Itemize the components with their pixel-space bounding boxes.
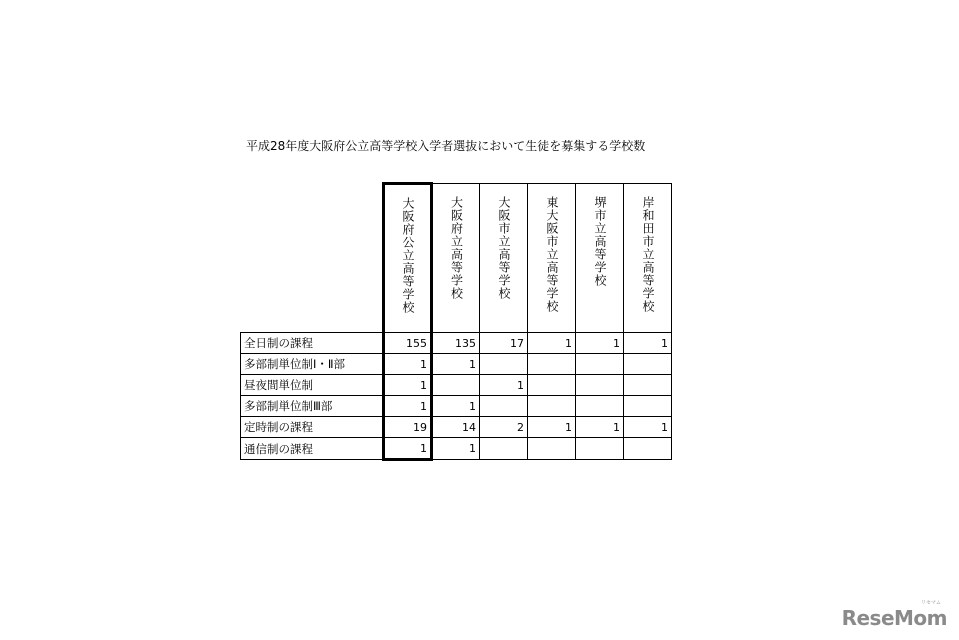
table-cell: 19 bbox=[384, 417, 432, 438]
table-cell: 1 bbox=[432, 396, 480, 417]
column-header-higashiosaka-city: 東大阪市立高等学校 bbox=[528, 184, 576, 333]
table-cell bbox=[624, 354, 672, 375]
table-title: 平成28年度大阪府公立高等学校入学者選抜において生徒を募集する学校数 bbox=[246, 139, 646, 153]
table-cell: 135 bbox=[432, 333, 480, 354]
table-cell bbox=[480, 354, 528, 375]
row-label: 全日制の課程 bbox=[241, 333, 384, 354]
school-count-table-container bbox=[240, 182, 672, 461]
table-cell: 1 bbox=[624, 417, 672, 438]
table-cell bbox=[528, 396, 576, 417]
table-cell bbox=[624, 438, 672, 460]
table-cell: 1 bbox=[384, 438, 432, 460]
table-row bbox=[241, 375, 672, 396]
table-row bbox=[241, 333, 672, 354]
column-header-kishiwada-city: 岸和田市立高等学校 bbox=[624, 184, 672, 333]
table-cell bbox=[576, 396, 624, 417]
header-row bbox=[241, 184, 672, 333]
table-cell bbox=[480, 396, 528, 417]
column-header-sakai-city: 堺市立高等学校 bbox=[576, 184, 624, 333]
corner-cell bbox=[241, 184, 384, 333]
table-cell: 1 bbox=[528, 333, 576, 354]
table-row bbox=[241, 438, 672, 460]
row-label: 昼夜間単位制 bbox=[241, 375, 384, 396]
table-cell: 1 bbox=[576, 333, 624, 354]
table-cell bbox=[624, 375, 672, 396]
row-label: 定時制の課程 bbox=[241, 417, 384, 438]
table-cell: 1 bbox=[384, 396, 432, 417]
table-cell: 155 bbox=[384, 333, 432, 354]
resemom-logo bbox=[841, 600, 947, 630]
table-cell: 1 bbox=[576, 417, 624, 438]
table-cell bbox=[576, 375, 624, 396]
logo-text: ReseMom bbox=[841, 606, 947, 630]
table-cell bbox=[576, 354, 624, 375]
row-label: 多部制単位制Ⅰ・Ⅱ部 bbox=[241, 354, 384, 375]
table-cell: 2 bbox=[480, 417, 528, 438]
table-row bbox=[241, 354, 672, 375]
table-cell: 1 bbox=[432, 438, 480, 460]
table-cell: 1 bbox=[624, 333, 672, 354]
row-label: 通信制の課程 bbox=[241, 438, 384, 460]
table-cell: 1 bbox=[384, 354, 432, 375]
table-row bbox=[241, 396, 672, 417]
table-cell: 1 bbox=[480, 375, 528, 396]
school-count-table bbox=[240, 182, 672, 461]
table-cell: 1 bbox=[384, 375, 432, 396]
table-row bbox=[241, 417, 672, 438]
table-cell: 17 bbox=[480, 333, 528, 354]
table-cell: 1 bbox=[432, 354, 480, 375]
column-header-osaka-city: 大阪市立高等学校 bbox=[480, 184, 528, 333]
logo-ruby: リセマム bbox=[921, 600, 941, 606]
table-cell: 14 bbox=[432, 417, 480, 438]
table-cell bbox=[432, 375, 480, 396]
table-cell bbox=[528, 354, 576, 375]
table-cell bbox=[576, 438, 624, 460]
row-label: 多部制単位制Ⅲ部 bbox=[241, 396, 384, 417]
table-cell bbox=[528, 375, 576, 396]
table-cell bbox=[480, 438, 528, 460]
column-header-osaka-prefectural: 大阪府立高等学校 bbox=[432, 184, 480, 333]
column-header-osaka-public: 大阪府公立高等学校 bbox=[384, 184, 432, 333]
table-cell bbox=[624, 396, 672, 417]
table-cell: 1 bbox=[528, 417, 576, 438]
table-cell bbox=[528, 438, 576, 460]
